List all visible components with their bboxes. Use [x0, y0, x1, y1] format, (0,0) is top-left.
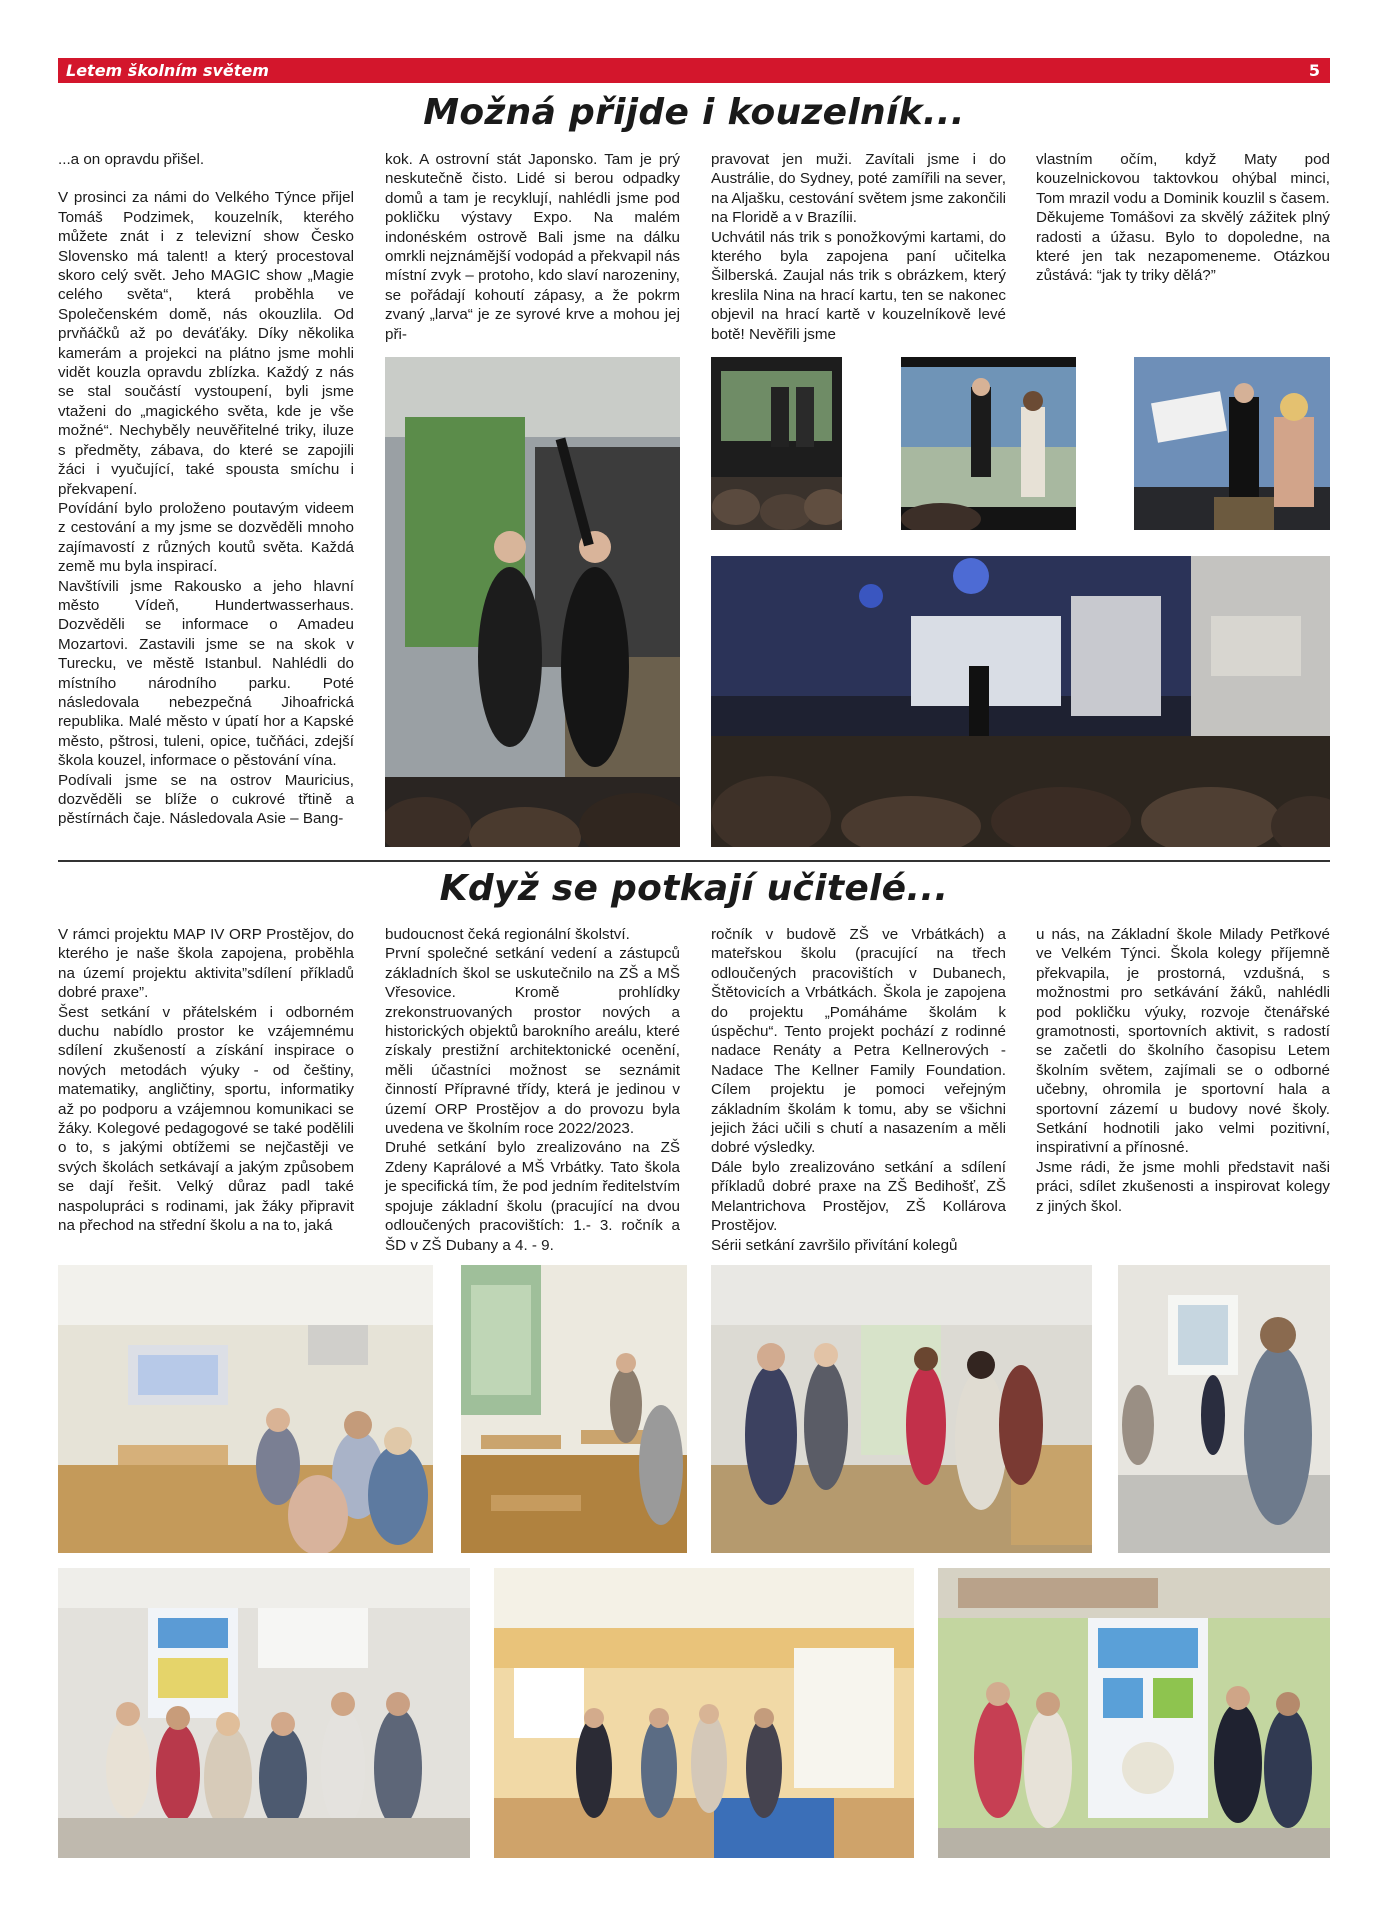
magician-stage-photo — [385, 357, 680, 847]
stage-screen-photo-1 — [711, 357, 842, 530]
paragraph: V rámci projektu MAP IV ORP Prostějov, do kterého je naše škola zapojena, proběhla na území projektu aktivita”sdílení příkladů dobré praxe”. — [58, 926, 354, 1002]
section-header-bar — [58, 58, 1330, 83]
paragraph: pravovat jen muži. Zavítali jsme i do Austrálie, do Sydney, poté zamířili na sever, na Aljašku, cestování světem jsme zakončili na Floridě a v Brazílii. — [711, 151, 1006, 227]
paragraph: kok. A ostrovní stát Japonsko. Tam je prý neskutečně čisto. Lidé si berou odpadky domů a tam je recyklují, nahlédli jsme pod pokličku výstavy Expo. Na malém indonéském ostrově Bali jsme na dálku omrkli nejznámější vodopád a překvapil nás místní zvyk – protoho, kdo slaví narozeniny, se pořádají kohoutí zápasy, a že pokrm zvaný „larva“ je ze syrové krve a mohou jej při- — [385, 151, 680, 343]
paragraph: V prosinci za námi do Velkého Týnce přijel Tomáš Podzimek, kouzelník, kterého můžete znát i z televizní show Česko Slovensko má talent! a který procestoval skoro celý svět. Jeho MAGIC show „Magie celého světa“, která proběhla ve Společenském domě, nás okouzlila. Od prvňáčků až po deváťáky. Díky několika kamerám a projekci na plátno jsme mohli vidět kouzla opravdu zblízka. Každý z nás se stal součástí vystoupení, byli jsme vtaženi do „magického světa, kde je vše možné“. Nechyběly neuvěřitelné triky, iluze s předměty, zábava, do které se zapojili žáci i vyučující, také spousta smíchu i překvapení. — [58, 189, 354, 498]
paragraph: Šest setkání v přátelském i odborném duchu nabídlo prostor ke vzájemnému sdílení zkušeností a získání inspirace o nových metodách výuky - od češtiny, matematiky, angličtiny, sportu, informatiky až po podporu a vzájemnou komunikaci se žáky. Kolegové pedagogové se také podělili o to, s jakými obtížemi se nejčastěji ve svých školách setkávají a jakým způsobem se dají řešit. Velký důraz padl také naspolupráci s rodinami, jak žáky připravit na přechod na střední školu a na to, jaká — [58, 1003, 354, 1235]
stage-screen-photo-3 — [1134, 357, 1330, 530]
paragraph: Uchvátil nás trik s ponožkovými kartami, do kterého byla zapojena paní učitelka Šilberská. Zaujal nás trik s obrázkem, který kreslila Nina na hrací kartu, ten se nakonec objevil na hrací kartě v kouzelníkově levé botě! Nevěřili jsme — [711, 228, 1006, 343]
stage-screen-photo-2 — [901, 357, 1076, 530]
classroom-meeting-photo — [58, 1265, 433, 1553]
group-photo-banner — [938, 1568, 1330, 1858]
page-number: 5 — [1308, 61, 1320, 80]
paragraph: ročník v budově ZŠ ve Vrbátkách) a mateřskou školu (pracující na třech odloučených pracovištích v Dubanech, Štětovicích a Vrbátkách. Škola je zapojena do projektu „Pomáháme školám k úspěchu“. Tento projekt pochází z rodinné nadace Renáty a Petra Kellnerových - Nadace The Kellner Family Foundation. Cílem projektu je pomoci veřejným základním školám k tomu, aby se všichni jejich žáci učili s chutí a nasazením a měli dobré výsledky. — [711, 926, 1006, 1157]
classroom-desks-photo — [461, 1265, 687, 1553]
paragraph: budoucnost čeká regionální školství. — [385, 926, 630, 943]
paragraph: První společné setkání vedení a zástupců základních škol se uskutečnilo na ZŠ a MŠ Vřesovice. Kromě prohlídky zrekonstruovaných prostor nových a historických objektů barokního areálu, které získaly prestižní architektonické ocenění, měli účastníci možnost se seznámit činností Přípravné třídy, která je jedinou v území ORP Prostějov a do provozu byla uvedena ve školním roce 2022/2023. — [385, 945, 680, 1138]
paragraph: vlastním očím, když Maty pod kouzelnickovou taktovkou ohýbal minci, Tom mrazil vodu a Dominik kouzlil s časem. — [1036, 151, 1330, 207]
article-1-title: Možná přijde i kouzelník... — [423, 92, 965, 133]
paragraph: Navštívili jsme Rakousko a jeho hlavní město Vídeň, Hundertwasserhaus. Dozvěděli se informace o Amadeu Mozartovi. Zastavili jsme se na skok v Turecku, ve městě Istanbul. Nahlédli do místního národního parku. Poté následovala nebezpečná Jihoafrická republika. Malé město v úpatí hor a Kapské město, pštrosi, tuleni, opice, tučňáci, zdejší škola kouzel, informace o pěstování vína. — [58, 577, 354, 770]
article-2-column-2 — [385, 925, 680, 1255]
paragraph: Dále bylo zrealizováno setkání a sdílení příkladů dobré praxe na ZŠ Bedihošť, ZŠ Melantrichova Prostějov, ZŠ Kollárova Prostějov. — [711, 1158, 1006, 1235]
paragraph: Děkujeme Tomášovi za skvělý zážitek plný radosti a úžasu. Bylo to dopoledne, na které jen tak nezapomeneme. Otázkou zůstává: “jak ty triky dělá?” — [1036, 209, 1330, 285]
paragraph: Povídání bylo proloženo poutavým videem z cestování a my jsme se dozvěděli mnoho zajímavostí z různých koutů světa. Každá země mu byla inspirací. — [58, 499, 354, 576]
article-1-column-1 — [58, 150, 354, 829]
paragraph: Sérii setkání završilo přivítání kolegů — [711, 1236, 958, 1254]
article-2-column-1 — [58, 925, 354, 1236]
article-1-column-3 — [711, 150, 1006, 344]
article-1-column-2 — [385, 150, 680, 344]
paragraph: Druhé setkání bylo zrealizováno na ZŠ Zdeny Kaprálové a MŠ Vrbátky. Tato škola je specifická tím, že pod jedním ředitelstvím spojuje základní školu (pracující na dvou odloučených pracovištích: 1.- 3. ročník a ŠD v ZŠ Dubany a 4. - 9. — [385, 1139, 680, 1254]
paragraph: Jsme rádi, že jsme mohli představit naši práci, sdílet zkušenosti a inspirovat kolegy z jiných škol. — [1036, 1158, 1330, 1215]
article-divider — [58, 860, 1330, 862]
paragraph: u nás, na Základní škole Milady Petřkové ve Velkém Týnci. Škola kolegy příjemně překvapila, je prostorná, vzdušná, s možnostmi pro setkávání žáků, nahlédli pod pokličku výuky, rozvoje čtenářské gramotnosti, sportovních aktivit, s radostí se začetli do školního časopisu Letem školním světem, zajímali se o odborné učebny, ohromila je sportovní hala a sportovní zázemí u budovy nové školy. Setkání hodnotili jako velmi pozitivní, inspirativní a přínosné. — [1036, 926, 1330, 1157]
article-2-column-3 — [711, 925, 1006, 1255]
kindergarten-room-photo — [494, 1568, 914, 1858]
article-2-title: Když se potkají učitelé... — [439, 868, 949, 909]
show-audience-photo — [711, 556, 1330, 847]
paragraph: ...a on opravdu přišel. — [58, 151, 205, 168]
corridor-visitors-photo — [1118, 1265, 1330, 1553]
school-hallway-photo — [711, 1265, 1092, 1553]
article-2-column-4 — [1036, 925, 1330, 1216]
paragraph: Podívali jsme se na ostrov Mauricius, dozvěděli se blíže o cukrové třtině a pěstírnách čaje. Následovala Asie – Bang- — [58, 771, 354, 828]
group-photo-classroom — [58, 1568, 470, 1858]
section-title: Letem školním světem — [66, 61, 269, 80]
article-1-column-4 — [1036, 150, 1330, 286]
